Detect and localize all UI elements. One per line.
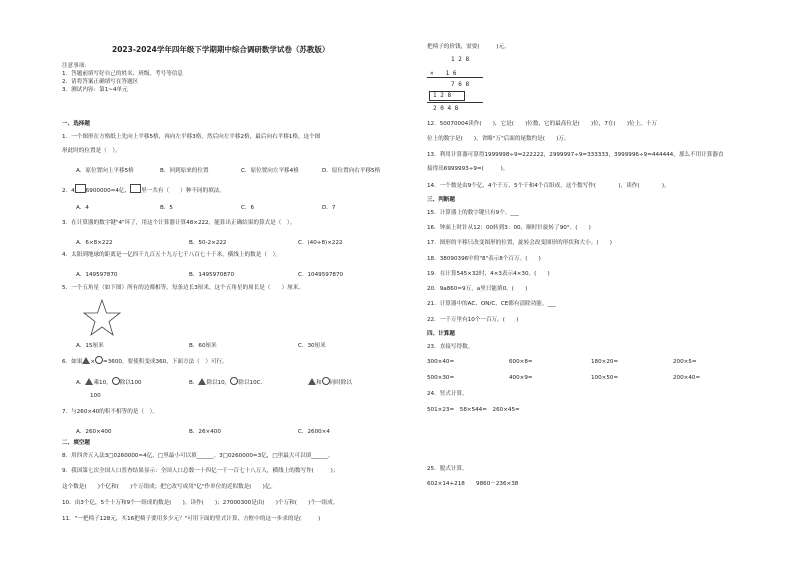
option-d[interactable]: D．7 [322,205,336,211]
option-a[interactable]: A．149597870 [76,272,118,278]
section-heading: 一、选择题 [62,121,90,127]
question-text: 位上的数字是( )，省略"万"后面的尾数约是( )万。 [427,136,570,142]
circle-icon [112,377,120,385]
option-c[interactable]: C．(40+8)×222 [298,240,343,246]
q2-part: 里一共有（ ）种不同的填法。 [141,188,225,194]
question-text: 16．钟面上时针从12：00转到3：00，顺时针旋转了90°。( ) [427,225,591,231]
calc-row: × 1 6 [430,70,457,77]
calc-row: 2 0 4 8 [433,105,459,112]
circle-icon [95,356,103,364]
question-text [62,184,225,195]
note-item: 3．测试内容：第1~4单元 [62,87,128,93]
question-text: 19．在计算545×32时，4×3表示4×30。( ) [427,271,550,277]
option-c[interactable]: C．2600×4 [298,429,330,435]
option-text: 乘10， [93,380,112,386]
option-text: 同时除以 [329,380,352,386]
option-b[interactable]: B．5 [160,205,173,211]
page-title: 2023-2024学年四年级下学期期中综合调研数学试卷（苏教版） [112,45,330,54]
option-b[interactable]: B．50-2×222 [189,240,227,246]
option-a[interactable]: A．原位置向上平移5格 [76,168,134,174]
blank-box-icon [130,184,141,193]
calc-row: 1 2 8 [433,92,452,99]
option-a[interactable]: A．15厘米 [76,343,104,349]
option-b[interactable]: B．60厘米 [189,343,217,349]
question-text: 11．"一把椅子128元，买16把椅子要用多少元？"可用下面的竖式计算，方框中的这一步求的是( ) [62,516,321,522]
option-c[interactable]: C．6 [241,205,255,211]
question-text: 501×23= 58×544= 260×45= [427,407,520,413]
question-text: 9．我国第七次全国人口普查结果显示：全国人口总数一十四亿一千一百七十八万人，横线上的数写作( )； [62,468,339,474]
vertical-multiplication [427,56,487,116]
question-text: 13．利用计算器可算得1999998÷9=222222，2999997÷9=333333，3999996÷9=444444，那么不用计算器直 [427,152,724,158]
question-text: 20．9a860≈9万，a里只能填0。( ) [427,286,528,292]
option-text: 和 [316,380,322,386]
note-item: 1．答题前填写好自己的姓名、班级、考号等信息 [62,71,184,77]
option-a[interactable]: A．6×8×222 [76,240,113,246]
option-c[interactable]: C．30厘米 [298,343,326,349]
question-text: 602×14+218 9860－236×38 [427,481,519,487]
question-text: 3．在计算器的数字键"4"坏了，用这个计算器计算48×222，能算出正确结果的算式是（ ）。 [62,220,296,226]
question-text: 8．用四舍五入法3□0260000≈4亿，□里最小可以填______。3□0260000≈3亿，□里最大可以填______。 [62,453,334,459]
math-item: 100×50= [591,375,619,381]
option-a[interactable]: A．4 [76,205,89,211]
option-c[interactable]: C．1049597870 [298,272,344,278]
calc-row: 7 6 8 [451,81,470,88]
math-item: 600×8= [509,359,533,365]
question-text: 4．太阳到地球的距离是一亿四千九百五十九万七千八百七十千米，横线上的数是（ ）。 [62,252,281,258]
star-icon [82,299,122,337]
question-text: 17．图形的平移只改变图形的位置，旋转会改变图形的形状和大小。( ) [427,240,612,246]
calc-row: 1 2 8 [451,56,470,63]
question-text: 把椅子的价钱，需要( )元。 [427,44,510,50]
math-item: 200×40= [673,375,701,381]
math-item: 300×40= [427,359,455,365]
blank-box-icon [75,184,86,193]
note-item: 2．请将答案正确填写在答题区 [62,79,139,85]
question-text: 这个数是( )个亿和( )个万组成；把它改写成用"亿"作单位的近似数是( )亿。 [62,484,277,490]
question-text: 14．一个数是由9个亿、4个千万、5个千和4个百组成，这个数写作( )，读作( )。 [427,183,670,189]
option-text: 除以10C． [238,380,267,386]
math-item: 180×20= [591,359,619,365]
question-text [62,356,228,366]
question-text: 21．计算器中的AC、ON/C、CE都有清除功能。___ [427,301,556,307]
option-b[interactable]: B．回到原来的位置 [160,168,209,174]
circle-icon [322,377,330,385]
option-b[interactable]: B．26×400 [189,429,221,435]
option-c[interactable]: C．原位置向左平移4格 [241,168,299,174]
math-item: 200×5= [673,359,697,365]
calc-rule [427,77,483,78]
q6-part: 6．如果 [62,359,83,365]
option-text: 除以10， [206,380,231,386]
q2-part: 6900000≈4亿， [85,188,131,194]
q6-part: =3600，要使积变成360，下面方法（ ）可行。 [103,359,228,365]
question-text: 10．由3个亿，5个十万和9个一组成的数是( )，读作( )；27000300是由( )个万和( )个一组成。 [62,500,339,506]
question-text: 24．竖式计算。 [427,391,468,397]
question-text: 12．50070004读作( )，它是( )位数，它的最高位是( )位，7在( )位上，十万 [427,121,658,127]
question-text: 100 [90,393,101,399]
calc-rule [427,102,483,103]
option-c[interactable] [308,377,352,386]
option-a[interactable]: A．260×400 [76,429,112,435]
question-text: 23．直接写得数。 [427,344,474,350]
section-heading: 四、计算题 [427,331,455,337]
option-letter: A． [76,380,86,386]
option-text: 除以100 [119,380,142,386]
question-text: 22．一千万里有10个一百万。( ) [427,317,519,323]
question-text: 形此时的位置是（ ）。 [62,148,121,154]
q6-part: × [90,359,96,365]
math-item: 400×9= [509,375,533,381]
question-text: 15．计算器上的数字键只有9个。___ [427,210,519,216]
option-d[interactable]: D．原位置向右平移5格 [322,168,381,174]
section-heading: 二、填空题 [62,440,90,446]
q2-part: 2．4 [62,188,75,194]
triangle-icon [308,378,316,385]
option-letter: B． [189,380,199,386]
question-text: 18．38090396中的"8"表示8个百万。( ) [427,256,541,262]
option-b[interactable]: B．1495970870 [189,272,235,278]
question-text: 7．与260×40的积不相等的是（ ）。 [62,409,158,415]
question-text: 1．一个图形在方格纸上先向上平移5格，再向左平移3格，然后向左平移2格，最后向右平移1格，这个图 [62,134,321,140]
option-b[interactable] [189,377,266,386]
notes-heading: 注意事项： [62,63,90,69]
question-text: 5．一个五角星（如下图）所有的边都相等，每条边长3厘米，这个五角星的周长是（ ）厘米。 [62,285,305,291]
section-heading: 三、判断题 [427,197,455,203]
question-text: 25．脱式计算。 [427,466,468,472]
option-a[interactable] [76,377,142,386]
math-item: 500×30= [427,375,455,381]
question-text: 接得出6999993÷9=( )。 [427,166,509,172]
